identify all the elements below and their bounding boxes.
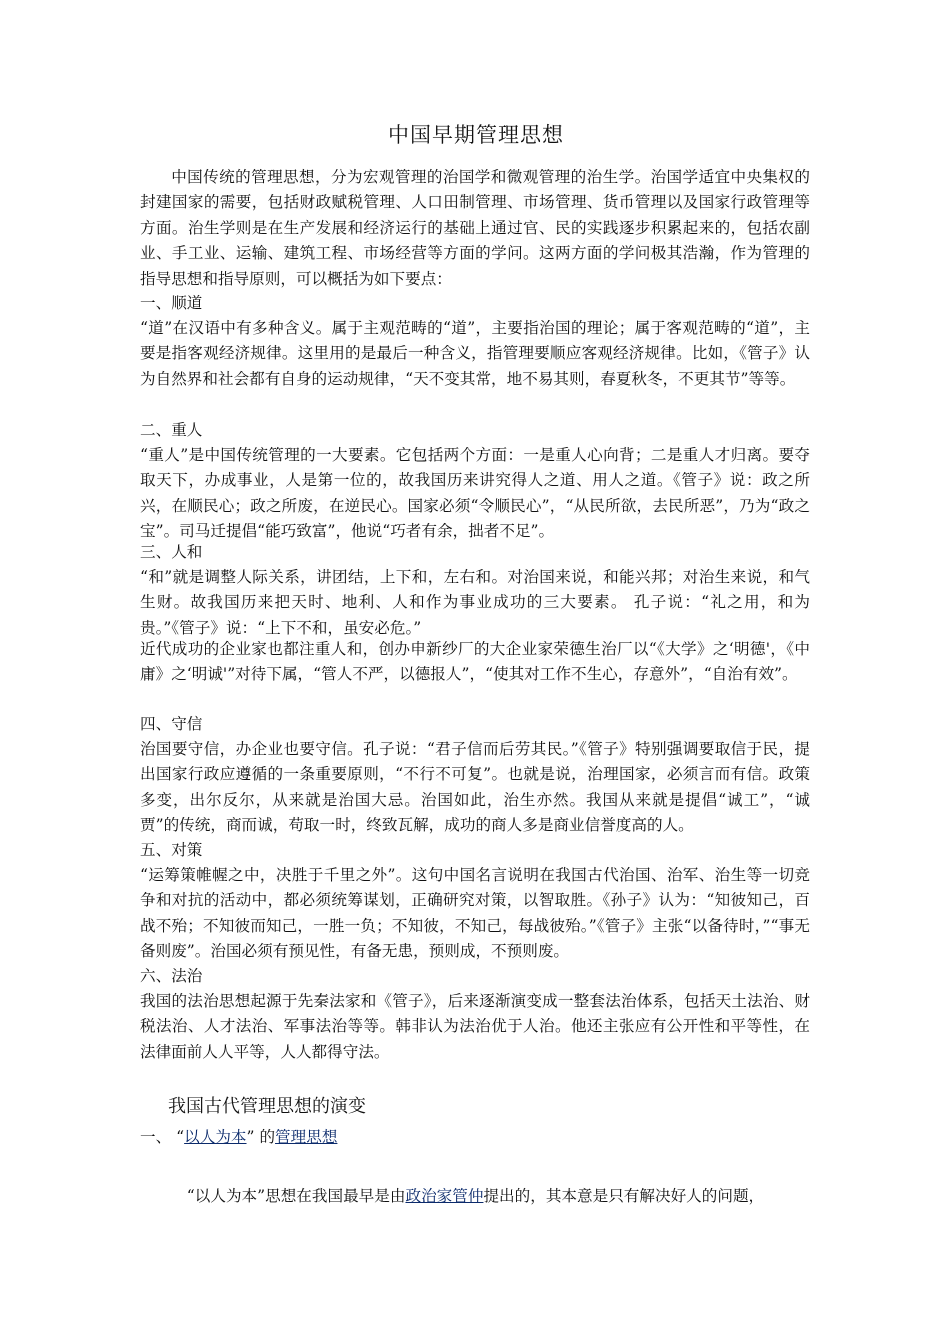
section-5-paragraph: “运筹策帷幄之中，决胜于千里之外”。这句中国名言说明在我国古代治国、治军、治生等一切竞争和对抗的活动中，都必须统筹谋划，正确研究对策，以智取胜。《孙子》认为：“知彼知己，百战不殆；不知彼而知己，一胜一负；不知彼，不知己，每战彼殆。”《管子》主张“以备待时，”“事无备则废”。治国必须有预见性，有备无患，预则成，不预则废。 (140, 866, 810, 961)
section-3-paragraph-2: 近代成功的企业家也都注重人和，创办申新纱厂的大企业家荣德生治厂以“《大学》之‘明德'，《中庸》之‘明诚'”对待下属，“管人不严，以德报人”，“使其对工作不生心，存意外”，“自治有效”。 (140, 640, 810, 684)
subheading-mid: ” 的 (246, 1128, 276, 1146)
section-2-paragraph: “重人”是中国传统管理的一大要素。它包括两个方面：一是重人心向背；二是重人才归离。要夺取天下，办成事业，人是第一位的，故我国历来讲究得人之道、用人之道。《管子》说：政之所兴，在顺民心；政之所废，在逆民心。国家必须“令顺民心”，“从民所欲，去民所恶”，乃为“政之宝”。司马迁提倡“能巧致富”，他说“巧者有余，拙者不足”。 (140, 446, 810, 541)
section-3-paragraph-1: “和”就是调整人际关系，讲团结，上下和，左右和。对治国来说，和能兴邦；对治生来说，和气生财。故我国历来把天时、地利、人和作为事业成功的三大要素。 孔子说：“礼之用，和为贵。”《管子》说：“上下不和，虽安必危。” (140, 568, 810, 637)
management-thought-link[interactable]: 管理思想 (275, 1128, 338, 1146)
section-heading-1: 一、顺道 (140, 294, 203, 312)
section-subtitle: 我国古代管理思想的演变 (168, 1096, 366, 1117)
section-heading-3: 三、人和 (140, 543, 203, 561)
intro-paragraph: 中国传统的管理思想，分为宏观管理的治国学和微观管理的治生学。治国学适宜中央集权的封建国家的需要，包括财政赋税管理、人口田制管理、市场管理、货币管理以及国家行政管理等方面。治生学则是在生产发展和经济运行的基础上通过官、民的实践逐步积累起来的，包括农副业、手工业、运输、建筑工程、市场经营等方面的学问。这两方面的学问极其浩瀚，作为管理的指导思想和指导原则，可以概括为如下要点： (140, 168, 810, 288)
section-heading-6: 六、法治 (140, 967, 203, 985)
section-heading-2: 二、重人 (140, 421, 203, 439)
final-text-before: “以人为本”思想在我国最早是由 (186, 1187, 406, 1205)
subheading-prefix: 一、 “ (140, 1128, 185, 1146)
final-text-after: 提出的，其本意是只有解决好人的问题， (483, 1187, 765, 1205)
document-title: 中国早期管理思想 (388, 123, 564, 147)
section-6-paragraph: 我国的法治思想起源于先秦法家和《管子》，后来逐渐演变成一整套法治体系，包括天土法治、财税法治、人才法治、军事法治等等。韩非认为法治优于人治。他还主张应有公开性和平等性，在法律面前人人平等，人人都得守法。 (140, 992, 810, 1061)
section-1-paragraph: “道”在汉语中有多种含义。属于主观范畴的“道”，主要指治国的理论；属于客观范畴的“道”，主要是指客观经济规律。这里用的是最后一种含义，指管理要顺应客观经济规律。比如，《管子》认为自然界和社会都有自身的运动规律，“天不变其常，地不易其则，春夏秋冬，不更其节”等等。 (140, 319, 810, 388)
guanzhong-link[interactable]: 政治家管仲 (405, 1187, 484, 1205)
section-4-paragraph: 治国要守信，办企业也要守信。孔子说：“君子信而后劳其民。”《管子》特别强调要取信于民，提出国家行政应遵循的一条重要原则，“不行不可复”。也就是说，治理国家，必须言而有信。政策多变，出尔反尔，从来就是治国大忌。治国如此，治生亦然。我国从来就是提倡“诚工”，“诚贾”的传统，商而诚，苟取一时，终致瓦解，成功的商人多是商业信誉度高的人。 (140, 740, 810, 835)
section-heading-4: 四、守信 (140, 715, 203, 733)
section-heading-5: 五、对策 (140, 841, 203, 859)
final-paragraph-line (140, 1183, 812, 1209)
yirenweiben-link[interactable]: 以人为本 (184, 1128, 247, 1146)
subheading-line (140, 1124, 337, 1150)
